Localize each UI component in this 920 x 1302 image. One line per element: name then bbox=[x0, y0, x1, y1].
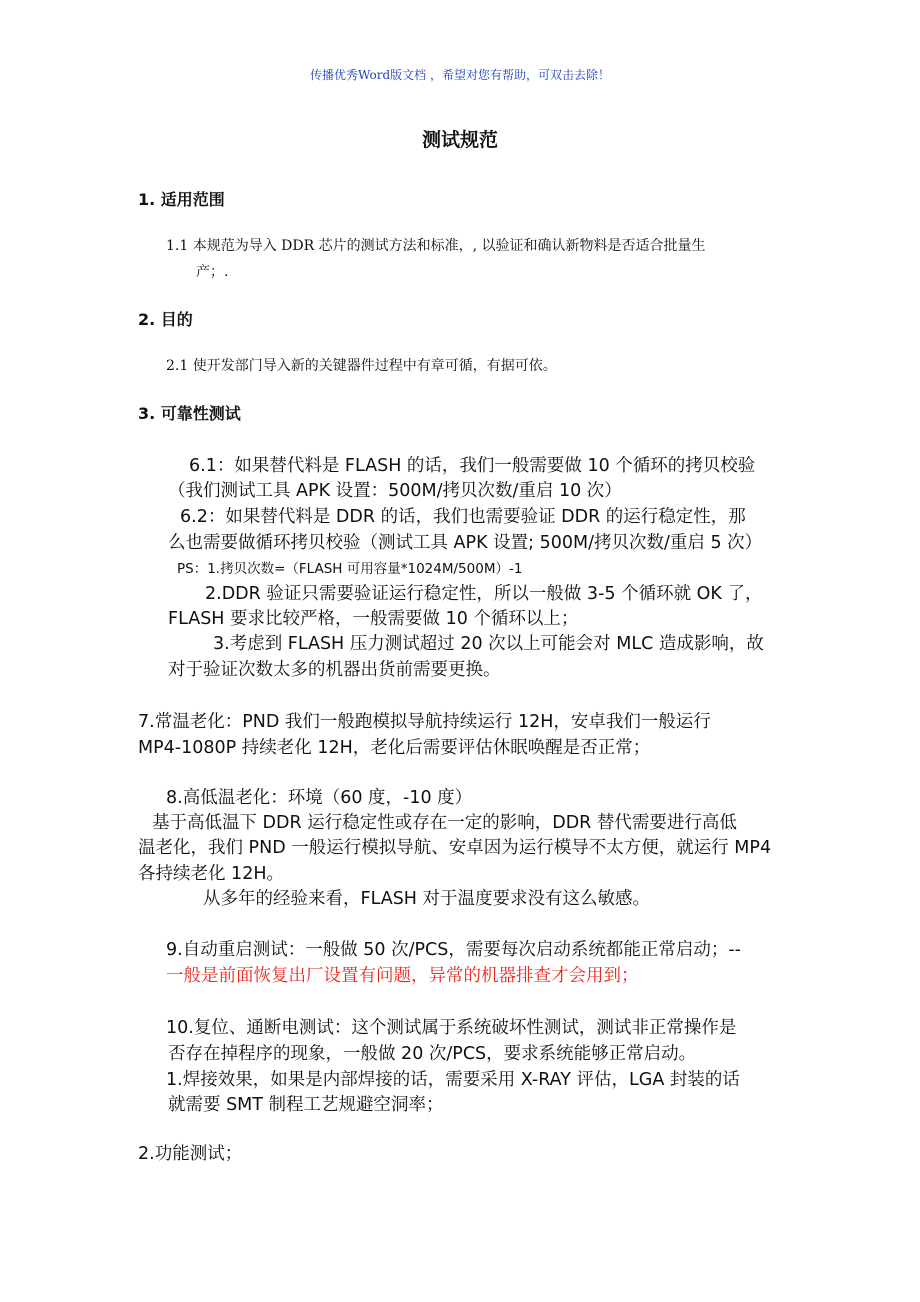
ps2-line1: 2.DDR 验证只需要验证运行稳定性，所以一般做 3-5 个循环就 OK 了， bbox=[205, 584, 763, 604]
p6-1-line1: 6.1：如果替代料是 FLASH 的话，我们一般需要做 10 个循环的拷贝校验 bbox=[189, 456, 756, 476]
section10-line1: 10.复位、通断电测试：这个测试属于系统破坏性测试，测试非正常操作是 bbox=[166, 1018, 737, 1038]
section10-line4: 就需要 SMT 制程工艺规避空洞率； bbox=[168, 1095, 444, 1115]
ps3-line1: 3.考虑到 FLASH 压力测试超过 20 次以上可能会对 MLC 造成影响，故 bbox=[213, 634, 764, 654]
section8-line4: 各持续老化 12H。 bbox=[138, 864, 284, 884]
page-title: 测试规范 bbox=[421, 129, 498, 151]
p6-1-line2: （我们测试工具 APK 设置：500M/拷贝次数/重启 10 次） bbox=[168, 481, 622, 501]
section7-line1: 7.常温老化：PND 我们一般跑模拟导航持续运行 12H，安卓我们一般运行 bbox=[138, 712, 711, 732]
ps-line: PS：1.拷贝次数=（FLASH 可用容量*1024M/500M）-1 bbox=[177, 561, 523, 577]
section10-line3: 1.焊接效果，如果是内部焊接的话，需要采用 X-RAY 评估，LGA 封装的话 bbox=[166, 1070, 740, 1090]
item-2-1: 2.1 使开发部门导入新的关键器件过程中有章可循，有据可依。 bbox=[166, 358, 557, 374]
header-note: 传播优秀Word版文档 ，希望对您有帮助，可双击去除！ bbox=[310, 68, 610, 82]
section10-line2: 否存在掉程序的现象，一般做 20 次/PCS，要求系统能够正常启动。 bbox=[168, 1044, 697, 1064]
p6-2-line2: 么也需要做循环拷贝校验（测试工具 APK 设置; 500M/拷贝次数/重启 5 次） bbox=[168, 533, 763, 553]
section9-line1: 9.自动重启测试：一般做 50 次/PCS，需要每次启动系统都能正常启动；-- bbox=[166, 940, 741, 960]
section3-heading: 3. 可靠性测试 bbox=[138, 404, 241, 423]
item-1-1-line1: 1.1 本规范为导入 DDR 芯片的测试方法和标准，, 以验证和确认新物料是否适合批量生 bbox=[166, 238, 706, 254]
section8-line5: 从多年的经验来看，FLASH 对于温度要求没有这么敏感。 bbox=[203, 889, 651, 909]
section2-heading: 2. 目的 bbox=[138, 310, 193, 329]
section7-line2: MP4-1080P 持续老化 12H，老化后需要评估休眠唤醒是否正常； bbox=[138, 738, 651, 758]
section9-line2-red: 一般是前面恢复出厂设置有问题，异常的机器排查才会用到； bbox=[166, 966, 639, 986]
section1-heading: 1. 适用范围 bbox=[138, 190, 225, 209]
section8-line3: 温老化，我们 PND 一般运行模拟导航、安卓因为运行模导不太方便，就运行 MP4 bbox=[138, 838, 772, 858]
function-test-line: 2.功能测试； bbox=[138, 1144, 243, 1164]
ps2-line2: FLASH 要求比较严格，一般需要做 10 个循环以上； bbox=[168, 609, 579, 629]
p6-2-line1: 6.2：如果替代料是 DDR 的话，我们也需要验证 DDR 的运行稳定性，那 bbox=[180, 507, 746, 527]
item-1-1-line2: 产；. bbox=[196, 264, 229, 280]
section8-line1: 8.高低温老化：环境（60 度，-10 度） bbox=[166, 788, 473, 808]
section8-line2: 基于高低温下 DDR 运行稳定性或存在一定的影响，DDR 替代需要进行高低 bbox=[152, 813, 737, 833]
ps3-line2: 对于验证次数太多的机器出货前需要更换。 bbox=[168, 660, 501, 680]
